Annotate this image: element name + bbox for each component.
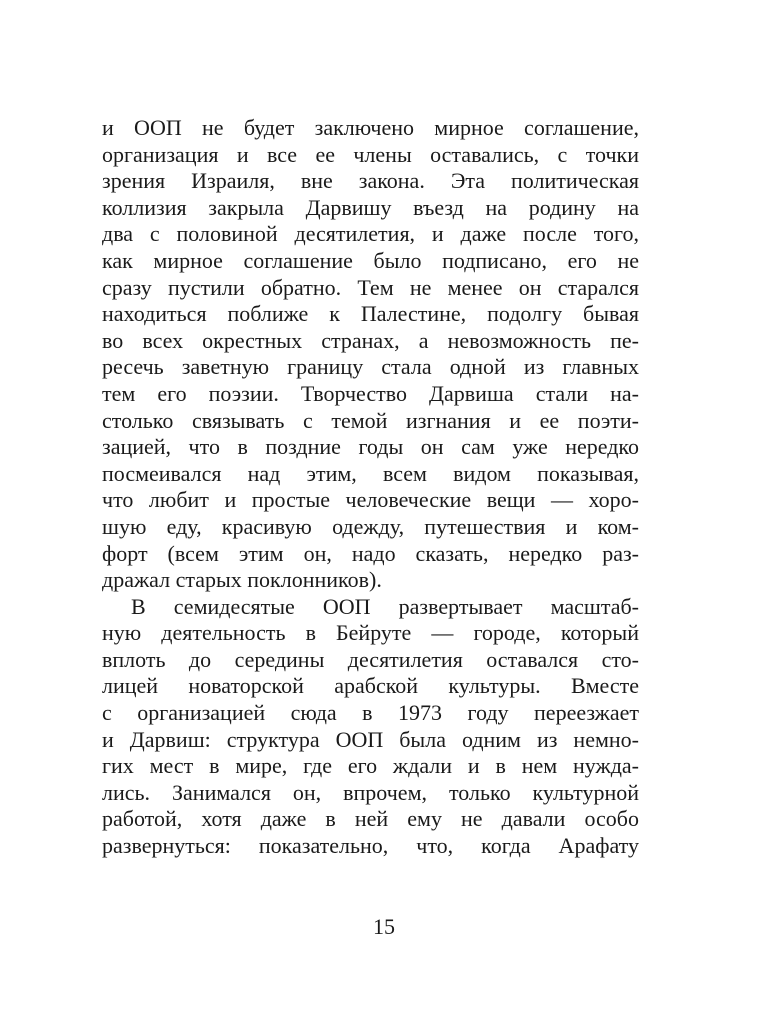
text-line: сразу пустили обратно. Тем не менее он старался (102, 274, 639, 300)
text-line: столько связывать с темой изгнания и ее поэти- (102, 407, 639, 433)
text-line: дражал старых поклонников). (102, 567, 382, 593)
text-line: зрения Израиля, вне закона. Эта политическая (102, 168, 639, 194)
text-line: ную деятельность в Бейруте — городе, который (102, 620, 639, 646)
text-line: вплоть до середины десятилетия оставался сто- (102, 646, 639, 672)
text-line: форт (всем этим он, надо сказать, нередко раз- (102, 540, 639, 566)
paragraph-1 (102, 115, 639, 594)
text-line: посмеивался над этим, всем видом показывая, (102, 460, 639, 486)
text-line: что любит и простые человеческие вещи — хоро- (102, 487, 639, 513)
text-line: с организацией сюда в 1973 году переезжает (102, 700, 639, 726)
text-line: зацией, что в поздние годы он сам уже нередко (102, 434, 639, 460)
paragraph-2 (102, 594, 639, 860)
text-line: коллизия закрыла Дарвишу въезд на родину на (102, 194, 639, 220)
text-line: и ООП не будет заключено мирное соглашение, (102, 115, 639, 140)
text-line: и Дарвиш: структура ООП была одним из немно- (102, 726, 639, 752)
text-line: как мирное соглашение было подписано, его не (102, 247, 639, 273)
text-line: гих мест в мире, где его ждали и в нем нужда- (102, 753, 639, 779)
text-line: во всех окрестных странах, а невозможность пе- (102, 327, 639, 353)
text-column (102, 115, 639, 860)
text-line: работой, хотя даже в ней ему не давали особо (102, 806, 639, 832)
text-line: лись. Занимался он, впрочем, только культурной (102, 779, 639, 805)
text-line: развернуться: показательно, что, когда Арафату (102, 833, 639, 859)
text-line: организация и все ее члены оставались, с точки (102, 141, 639, 167)
text-line: шую еду, красивую одежду, путешествия и ком- (102, 513, 639, 539)
text-line: тем его поэзии. Творчество Дарвиша стали на- (102, 380, 639, 406)
page-number: 15 (373, 914, 395, 939)
text-line: два с половиной десятилетия, и даже после того, (102, 221, 639, 247)
text-line: находиться поближе к Палестине, подолгу бывая (102, 301, 639, 327)
text-line: В семидесятые ООП развертывает масштаб- (131, 593, 639, 619)
text-line: лицей новаторской арабской культуры. Вместе (102, 673, 639, 699)
text-line: ресечь заветную границу стала одной из главных (102, 354, 639, 380)
